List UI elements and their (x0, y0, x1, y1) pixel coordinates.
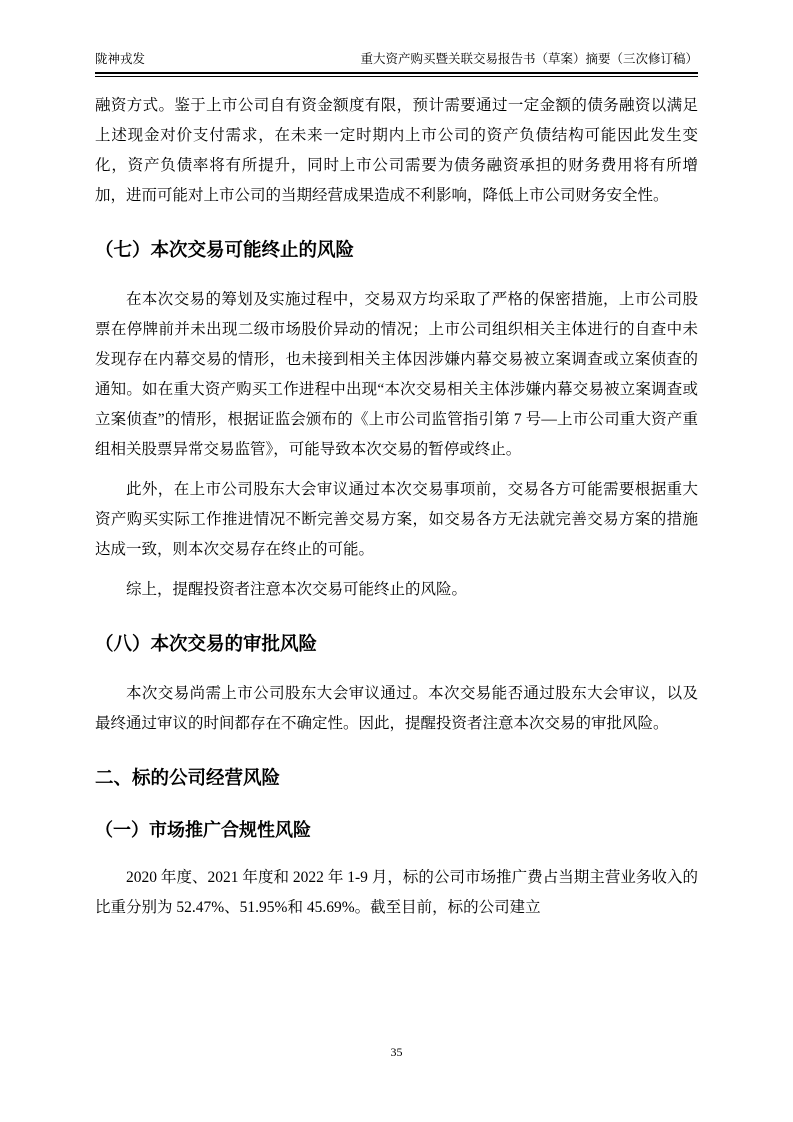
heading-part2-section-1: （一）市场推广合规性风险 (95, 820, 311, 840)
paragraph-section7-3: 综上，提醒投资者注意本次交易可能终止的风险。 (126, 581, 468, 598)
header-document-title: 重大资产购买暨关联交易报告书（草案）摘要（三次修订稿） (360, 52, 698, 66)
page-header (95, 50, 698, 74)
header-rule (95, 76, 698, 77)
paragraph-section7-1: 在本次交易的筹划及实施过程中，交易双方均采取了严格的保密措施，上市公司股票在停牌前并未出现二级市场股价异动的情况；上市公司组织相关主体进行的自查中未发现存在内幕交易的情形，也未接到相关主体因涉嫌内幕交易被立案调查或立案侦查的通知。如在重大资产购买工作进程中出现“本次交易相关主体涉嫌内幕交易被立案调查或立案侦查”的情形，根据证监会颁布的《上市公司监管指引第 7 号—上市公司重大资产重组相关股票异常交易监管》，可能导致本次交易的暂停或终止。 (95, 291, 698, 458)
paragraph-part2-section1-1: 2020 年度、2021 年度和 2022 年 1-9 月，标的公司市场推广费占当期主营业务收入的比重分别为 52.47%、51.95%和 45.69%。截至目前，标的公司建立 (95, 869, 698, 916)
paragraph-financing-continuation: 融资方式。鉴于上市公司自有资金额度有限，预计需要通过一定金额的债务融资以满足上述现金对价支付需求，在未来一定时期内上市公司的资产负债结构可能因此发生变化，资产负债率将有所提升，同时上市公司需要为债务融资承担的财务费用将有所增加，进而可能对上市公司的当期经营成果造成不利影响，降低上市公司财务安全性。 (95, 97, 698, 204)
page-number: 35 (390, 1045, 403, 1059)
header-company-name: 陇神戎发 (95, 52, 146, 66)
heading-section-7: （七）本次交易可能终止的风险 (95, 239, 355, 260)
paragraph-section8-1: 本次交易尚需上市公司股东大会审议通过。本次交易能否通过股东大会审议，以及最终通过审议的时间都存在不确定性。因此，提醒投资者注意本次交易的审批风险。 (95, 685, 698, 732)
document-body (95, 91, 698, 923)
heading-section-8: （八）本次交易的审批风险 (95, 633, 318, 654)
paragraph-section7-2: 此外，在上市公司股东大会审议通过本次交易事项前，交易各方可能需要根据重大资产购买实际工作推进情况不断完善交易方案，如交易各方无法就完善交易方案的措施达成一致，则本次交易存在终止的可能。 (95, 481, 698, 558)
heading-part-2: 二、标的公司经营风险 (95, 767, 281, 788)
